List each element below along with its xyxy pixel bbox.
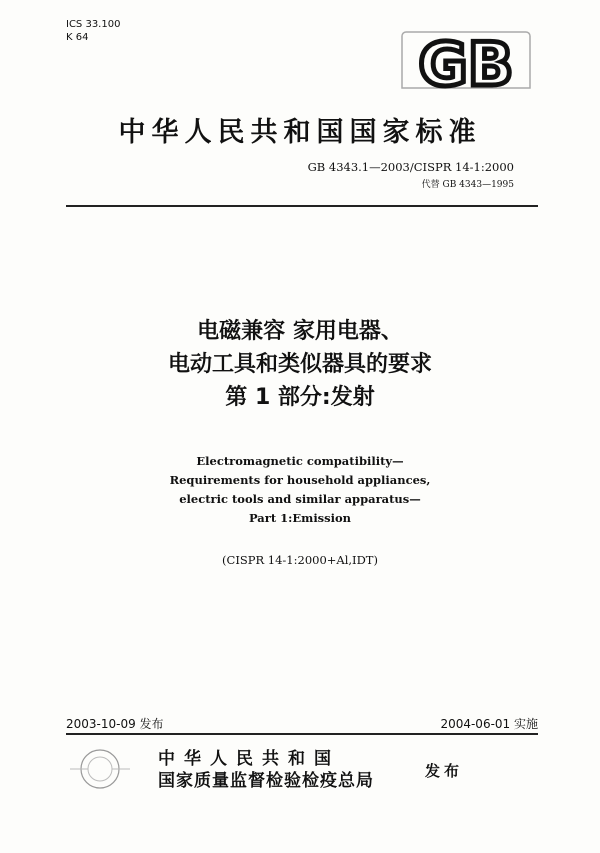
en-title-line: Part 1:Emission	[248, 511, 352, 525]
cn-title-line: 第 1 部分:发射	[225, 385, 375, 410]
top-divider	[66, 205, 538, 207]
chinese-title-block	[0, 315, 600, 414]
issue-date: 2003-10-09 发布	[66, 717, 164, 731]
issuer-block	[158, 748, 374, 792]
en-title-line: Electromagnetic compatibility—	[196, 454, 404, 468]
cispr-reference: (CISPR 14-1:2000+Al,IDT)	[222, 553, 378, 567]
english-title-block	[0, 452, 600, 528]
standard-number: GB 4343.1—2003/CISPR 14-1:2000	[307, 160, 514, 174]
issuer-emblem	[58, 747, 142, 791]
class-code: K 64	[66, 32, 89, 43]
publish-label: 发布	[425, 762, 464, 780]
page-title: 中华人民共和国国家标准	[118, 117, 482, 148]
issuer-country: 中华人民共和国	[158, 749, 340, 769]
implement-date: 2004-06-01 实施	[440, 717, 538, 731]
ics-code: ICS 33.100	[66, 19, 121, 30]
gb-logo-text: GB	[418, 30, 514, 92]
gb-logo	[400, 30, 532, 92]
bottom-divider	[66, 733, 538, 735]
en-title-line: electric tools and similar apparatus—	[179, 492, 421, 506]
replaces-note: 代替 GB 4343—1995	[421, 180, 514, 190]
cn-title-line: 电动工具和类似器具的要求	[167, 352, 432, 377]
classification-codes	[66, 18, 120, 44]
en-title-line: Requirements for household appliances,	[169, 473, 431, 487]
cn-title-line: 电磁兼容 家用电器、	[197, 319, 403, 344]
issuer-agency: 国家质量监督检验检疫总局	[158, 771, 374, 791]
